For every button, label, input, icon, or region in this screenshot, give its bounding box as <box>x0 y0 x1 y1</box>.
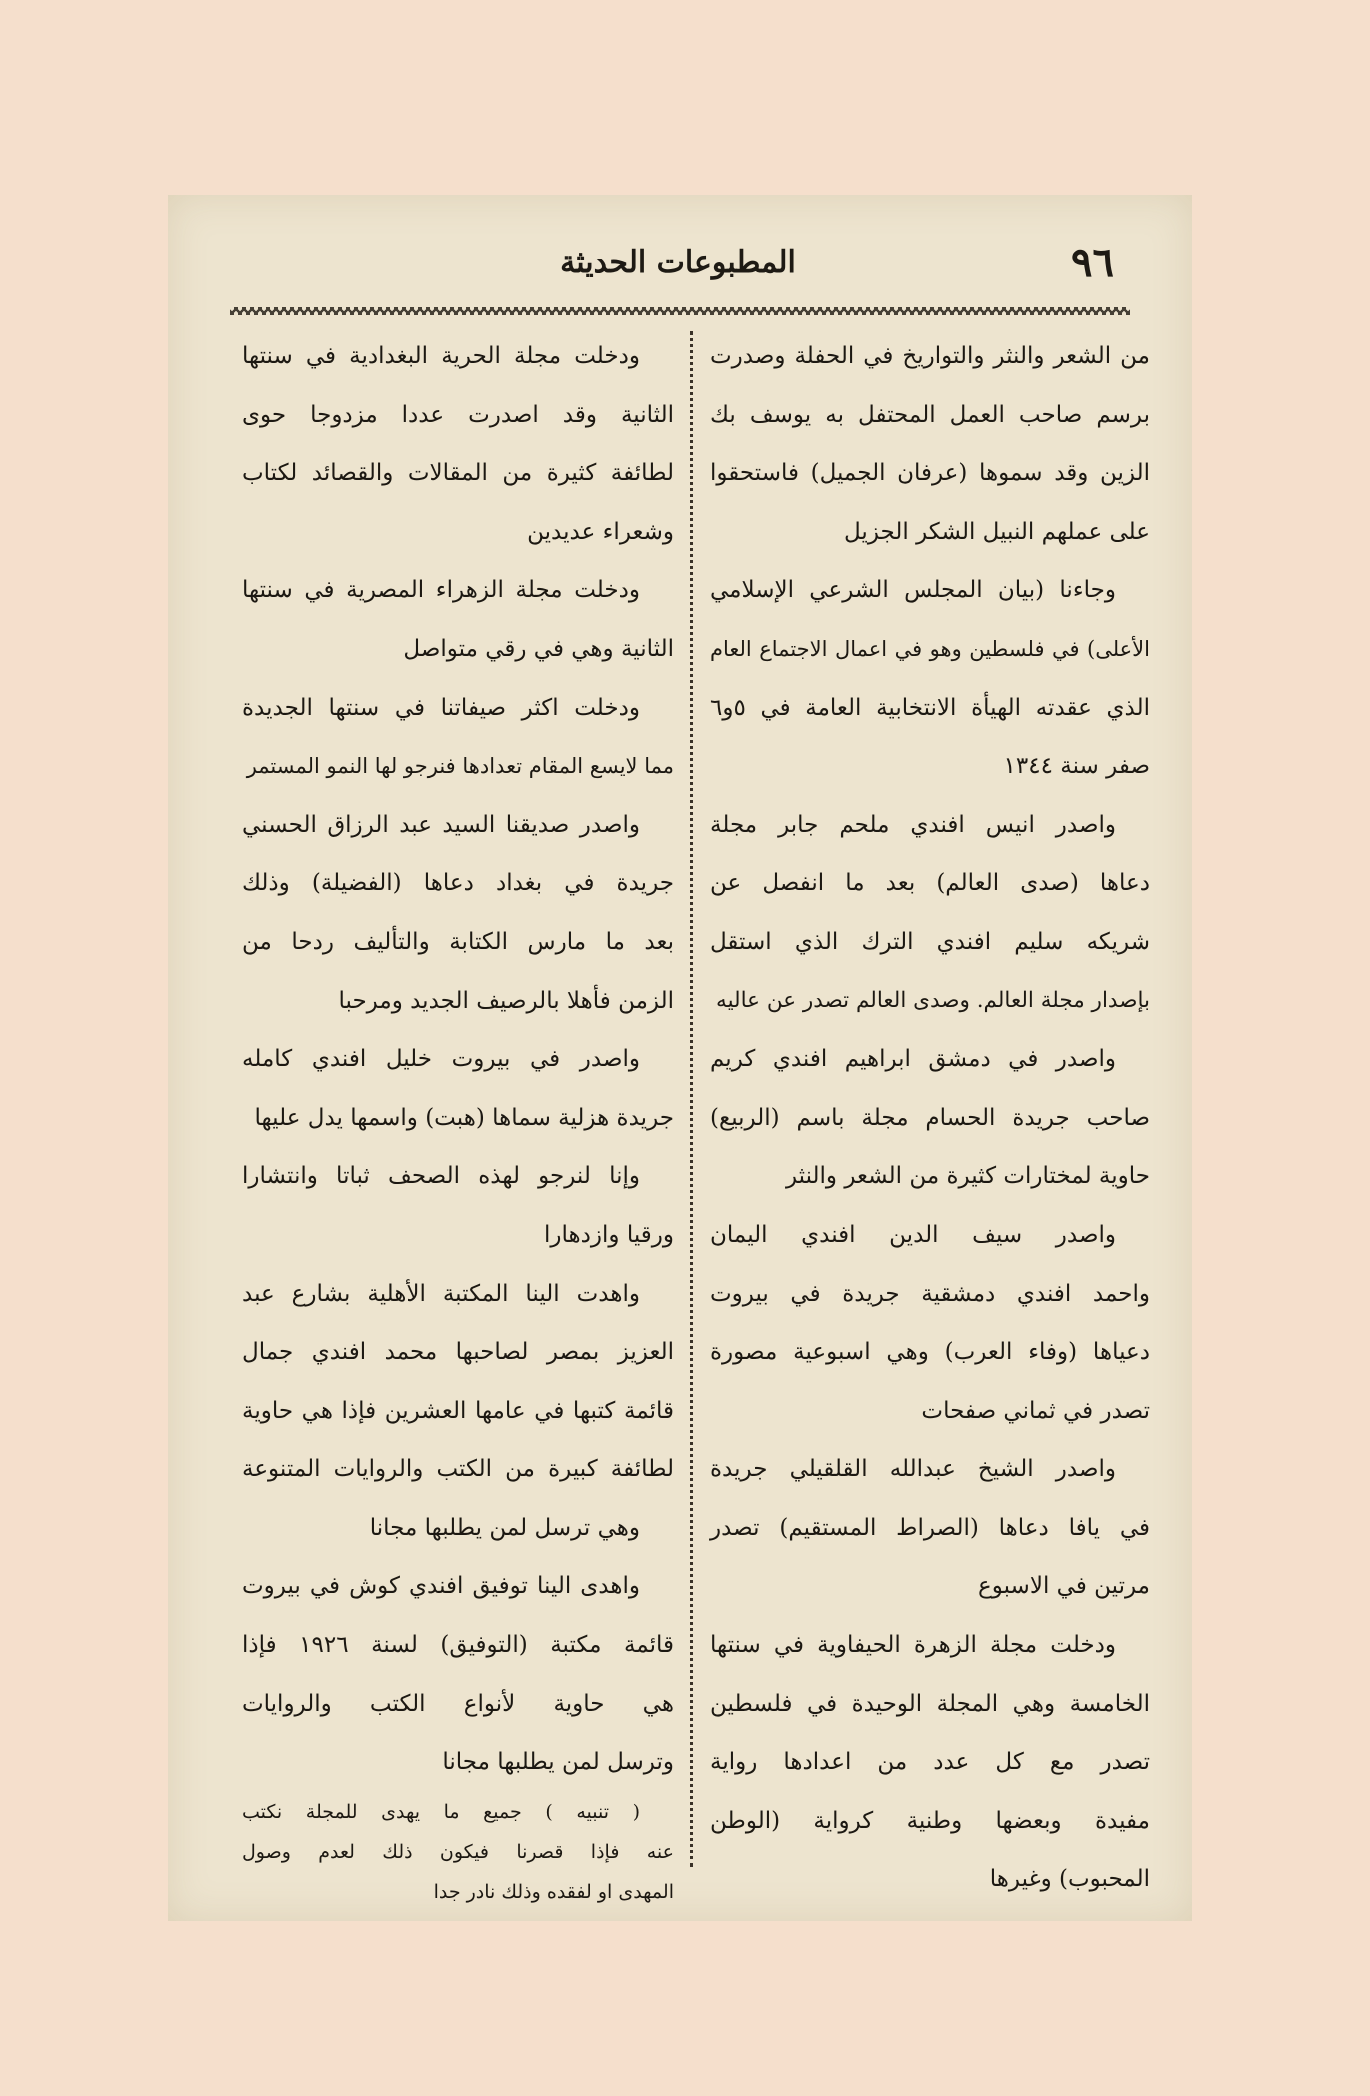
page-header <box>168 239 1192 299</box>
text-line: الثانية وهي في رقي متواصل <box>403 635 674 662</box>
page-number: ٩٦ <box>1071 239 1114 286</box>
text-line: دعياها (وفاء العرب) وهي اسبوعية مصورة <box>710 1339 1150 1366</box>
text-line: واصدر الشيخ عبدالله القلقيلي جريدة <box>710 1456 1116 1483</box>
text-line: العزيز بمصر لصاحبها محمد افندي جمال <box>242 1339 674 1366</box>
text-line: واهدى الينا توفيق افندي كوش في بيروت <box>242 1573 640 1600</box>
document-page <box>168 195 1192 1921</box>
text-line: واهدت الينا المكتبة الأهلية بشارع عبد <box>242 1280 640 1307</box>
note-line: عنه فإذا قصرنا فيكون ذلك لعدم وصول <box>242 1840 674 1863</box>
text-line: تصدر في ثماني صفحات <box>921 1397 1150 1424</box>
text-line: وجاءنا (بيان المجلس الشرعي الإسلامي <box>710 577 1116 604</box>
text-line: واصدر في دمشق ابراهيم افندي كريم <box>710 1046 1116 1073</box>
text-line: الثانية وقد اصدرت عددا مزدوجا حوى <box>242 401 674 428</box>
text-line: برسم صاحب العمل المحتفل به يوسف بك <box>710 401 1150 428</box>
text-line: ودخلت مجلة الزهرة الحيفاوية في سنتها <box>710 1632 1116 1659</box>
text-line: واصدر في بيروت خليل افندي كامله <box>242 1046 640 1073</box>
text-line: مفيدة وبعضها وطنية كرواية (الوطن <box>710 1807 1150 1834</box>
column-divider <box>690 331 693 1867</box>
text-line: ودخلت مجلة الزهراء المصرية في سنتها <box>242 577 640 604</box>
text-line: واصدر انيس افندي ملحم جابر مجلة <box>710 811 1116 838</box>
text-line: هي حاوية لأنواع الكتب والروايات <box>242 1690 674 1717</box>
running-title: المطبوعات الحديثة <box>560 245 796 280</box>
text-line: دعاها (صدى العالم) بعد ما انفصل عن <box>710 870 1150 897</box>
text-line: ودخلت اكثر صيفاتنا في سنتها الجديدة <box>242 694 640 721</box>
text-line: قائمة كتبها في عامها العشرين فإذا هي حاوية <box>242 1397 674 1424</box>
text-line: وإنا لنرجو لهذه الصحف ثباتا وانتشارا <box>242 1163 640 1190</box>
text-line: مما لايسع المقام تعدادها فنرجو لها النمو المستمر <box>246 754 674 779</box>
text-line: على عملهم النبيل الشكر الجزيل <box>844 518 1150 545</box>
text-line: الأعلى) في فلسطين وهو في اعمال الاجتماع العام <box>710 636 1150 661</box>
note-line: المهدى او لفقده وذلك نادر جدا <box>433 1880 674 1903</box>
text-line: وهي ترسل لمن يطلبها مجانا <box>369 1514 640 1541</box>
right-text-column <box>710 327 1150 1909</box>
text-line: واصدر صديقنا السيد عبد الرزاق الحسني <box>242 811 640 838</box>
text-line: الذي عقدته الهيأة الانتخابية العامة في ٥و٦ <box>710 694 1150 721</box>
text-line: ودخلت مجلة الحرية البغدادية في سنتها <box>242 343 640 369</box>
text-line: الخامسة وهي المجلة الوحيدة في فلسطين <box>710 1690 1150 1717</box>
text-line: بعد ما مارس الكتابة والتأليف ردحا من <box>242 928 674 955</box>
text-line: جريدة في بغداد دعاها (الفضيلة) وذلك <box>242 870 674 897</box>
text-line: المحبوب) وغيرها <box>989 1866 1150 1893</box>
text-line: من الشعر والنثر والتواريخ في الحفلة وصدرت <box>710 343 1150 369</box>
text-line: بإصدار مجلة العالم. وصدى العالم تصدر عن عاليه <box>716 987 1150 1013</box>
text-line: الزين وقد سموها (عرفان الجميل) فاستحقوا <box>710 460 1150 487</box>
text-line: صاحب جريدة الحسام مجلة باسم (الربيع) <box>710 1104 1150 1131</box>
text-line: لطائفة كثيرة من المقالات والقصائد لكتاب <box>242 460 674 487</box>
text-line: وشعراء عديدين <box>527 518 674 545</box>
text-line: حاوية لمختارات كثيرة من الشعر والنثر <box>785 1163 1150 1190</box>
text-line: لطائفة كبيرة من الكتب والروايات المتنوعة <box>242 1456 674 1483</box>
text-line: وترسل لمن يطلبها مجانا <box>442 1749 674 1776</box>
text-line: شريكه سليم افندي الترك الذي استقل <box>710 928 1150 955</box>
left-text-column <box>242 327 674 1912</box>
text-line: واحمد افندي دمشقية جريدة في بيروت <box>710 1280 1150 1307</box>
note-line: ( تنبيه ) جميع ما يهدى للمجلة نكتب <box>242 1800 640 1823</box>
text-line: في يافا دعاها (الصراط المستقيم) تصدر <box>710 1514 1150 1541</box>
text-line: تصدر مع كل عدد من اعدادها رواية <box>710 1749 1150 1776</box>
header-wavy-rule <box>230 307 1130 315</box>
text-line: الزمن فأهلا بالرصيف الجديد ومرحبا <box>338 987 674 1014</box>
text-line: ورقيا وازدهارا <box>544 1221 674 1248</box>
text-line: جريدة هزلية سماها (هبت) واسمها يدل عليها <box>254 1104 674 1131</box>
text-line: صفر سنة ١٣٤٤ <box>1003 753 1150 780</box>
text-line: مرتين في الاسبوع <box>978 1573 1150 1600</box>
text-line: قائمة مكتبة (التوفيق) لسنة ١٩٢٦ فإذا <box>242 1632 674 1659</box>
text-line: واصدر سيف الدين افندي اليمان <box>710 1221 1116 1248</box>
